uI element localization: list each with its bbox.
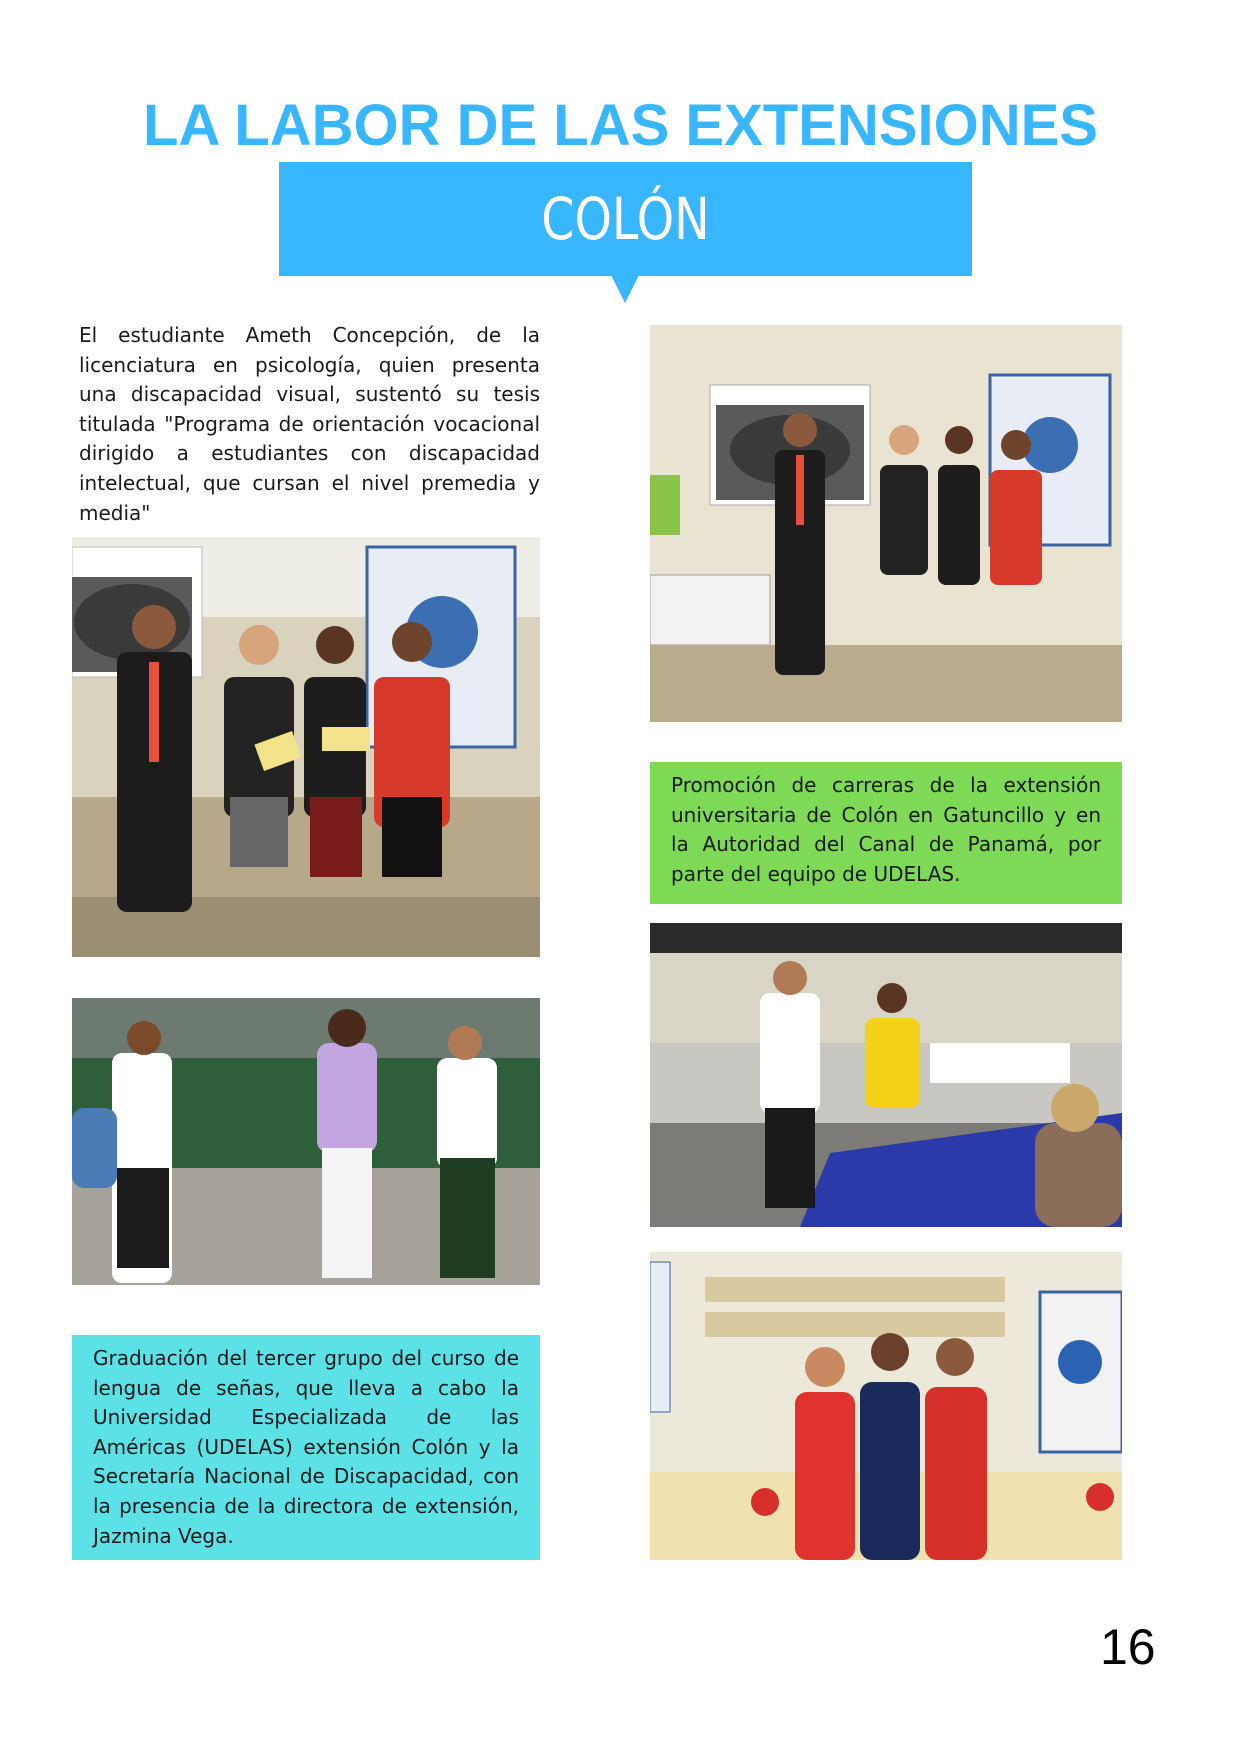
banner-pointer [611, 275, 639, 303]
caption-graduation [72, 1335, 540, 1560]
photo-thesis-defense-wide [650, 325, 1122, 722]
banner-label: COLÓN [541, 185, 710, 253]
photo-sign-language-graduation [650, 1252, 1122, 1560]
page-number: 16 [1100, 1619, 1156, 1675]
photo-students-outreach [72, 998, 540, 1285]
caption-graduation-text: Graduación del tercer grupo del curso de lengua de señas, que lleva a cabo la Universidad Especializada de las Américas (UDELAS) extensión Colón y la Secretaría Nacional de Discapacidad, con la presencia de la directora de extensión, Jazmina Vega. [93, 1346, 519, 1548]
intro-paragraph: El estudiante Ameth Concepción, de la licenciatura en psicología, quien presenta una discapacidad visual, sustentó su tesis titulada "Programa de orientación vocacional dirigido a estudiantes con discapacidad intelectual, que cursan el nivel premedia y media" [79, 323, 540, 525]
caption-promotion-text: Promoción de carreras de la extensión universitaria de Colón en Gatuncillo y en la Autoridad del Canal de Panamá, por parte del equipo de UDELAS. [671, 773, 1101, 886]
section-banner [279, 162, 972, 276]
photo-career-fair [650, 923, 1122, 1227]
page-title: LA LABOR DE LAS EXTENSIONES [143, 93, 1098, 158]
caption-promotion [650, 762, 1122, 904]
photo-thesis-defense-close [72, 537, 540, 957]
